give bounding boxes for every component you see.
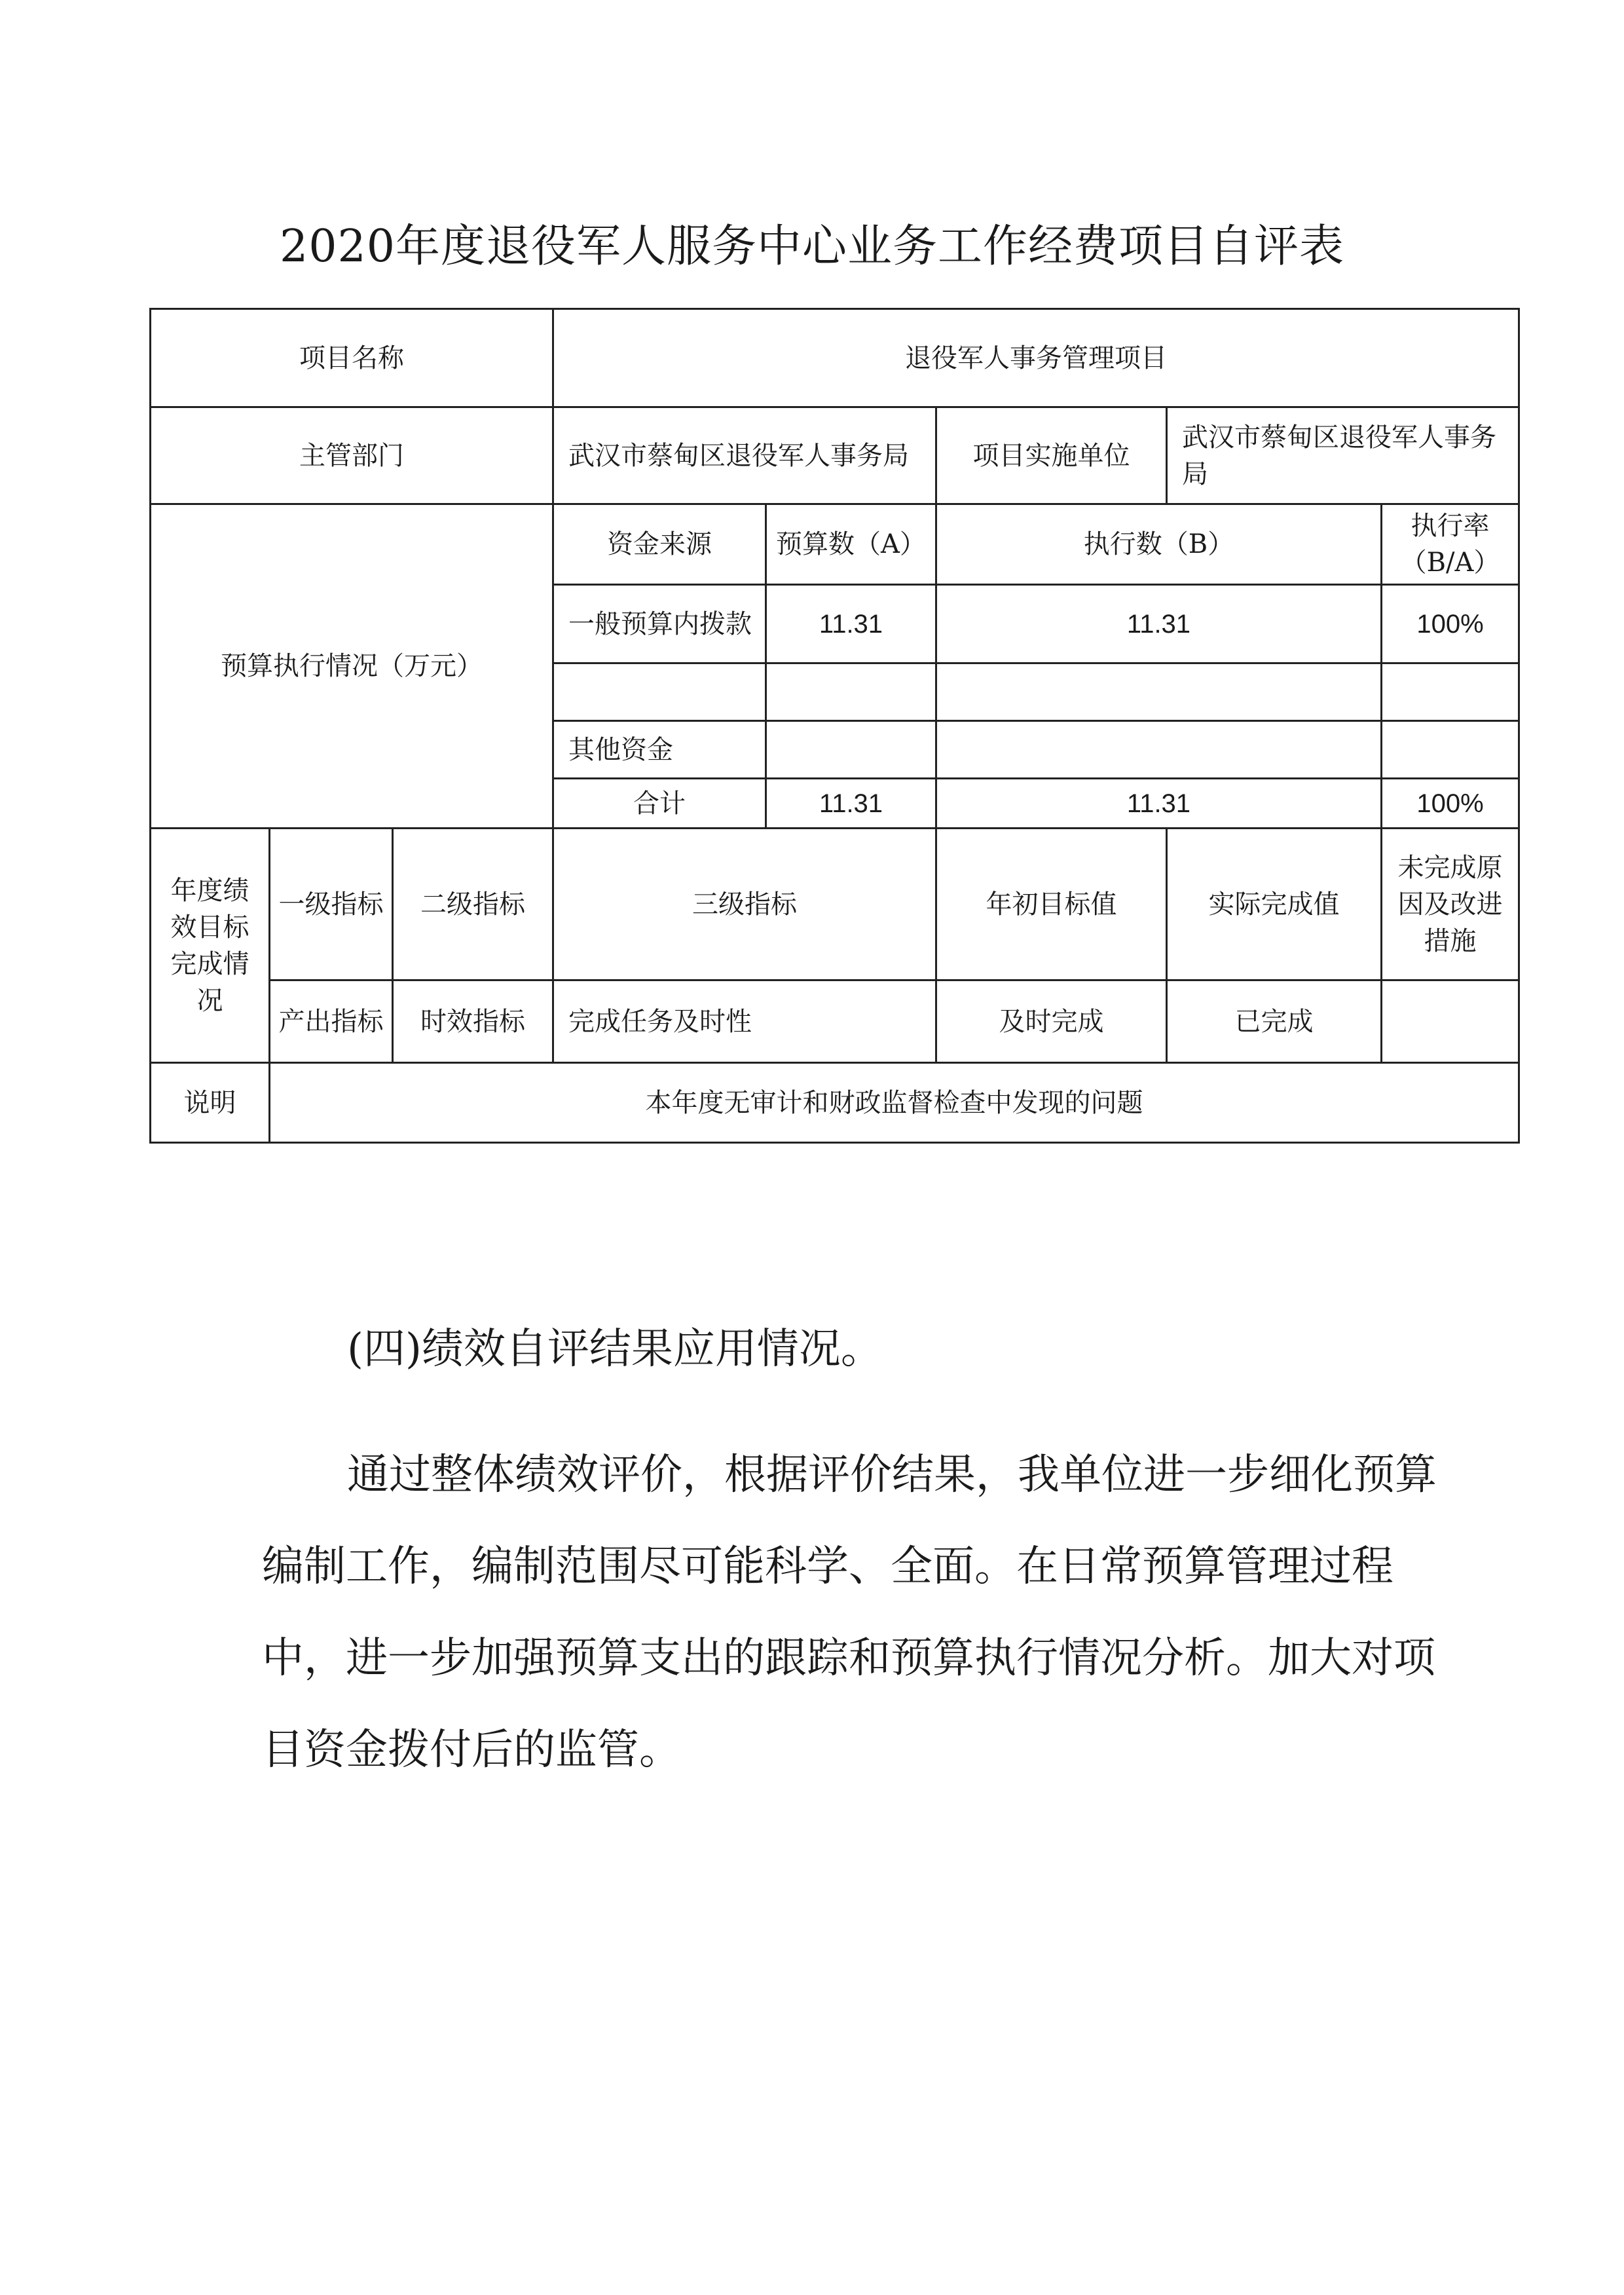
- budget-total-executed: 11.31: [936, 779, 1382, 829]
- budget-row-rate: [1382, 721, 1519, 779]
- performance-header-row: [151, 829, 1519, 980]
- budget-row-rate: [1382, 663, 1519, 721]
- department-value: 武汉市蔡甸区退役军人事务局: [553, 407, 936, 504]
- self-evaluation-table: [149, 308, 1520, 1144]
- reason-value: [1382, 980, 1519, 1063]
- level1-indicator-header: 一级指标: [270, 829, 393, 980]
- budget-row-executed: [936, 721, 1382, 779]
- body-paragraph: 通过整体绩效评价，根据评价结果，我单位进一步细化预算编制工作，编制范围尽可能科学、全面。在日常预算管理过程中，进一步加强预算支出的跟踪和预算执行情况分析。加大对项目资金拨付后的监管。: [262, 1451, 1437, 1774]
- level2-indicator: 时效指标: [393, 980, 553, 1063]
- level2-indicator-header: 二级指标: [393, 829, 553, 980]
- level1-indicator: 产出指标: [270, 980, 393, 1063]
- budget-execution-label: 预算执行情况（万元）: [151, 504, 553, 829]
- reason-header: 未完成原因及改进措施: [1382, 829, 1519, 980]
- budget-row-source: 其他资金: [553, 721, 766, 779]
- budget-total-rate: 100%: [1382, 779, 1519, 829]
- budget-row-budget: [766, 663, 936, 721]
- budget-row-source: [553, 663, 766, 721]
- target-value-header: 年初目标值: [936, 829, 1167, 980]
- page-title: 2020年度退役军人服务中心业务工作经费项目自评表: [279, 221, 1345, 272]
- note-label: 说明: [151, 1063, 270, 1143]
- budget-row-budget: 11.31: [766, 585, 936, 663]
- budget-row-budget: [766, 721, 936, 779]
- budget-row-rate: 100%: [1382, 585, 1519, 663]
- funding-source-header: 资金来源: [553, 504, 766, 585]
- project-name-value: 退役军人事务管理项目: [553, 309, 1519, 407]
- actual-value-header: 实际完成值: [1167, 829, 1382, 980]
- department-row: [151, 407, 1519, 504]
- budget-total-label: 合计: [553, 779, 766, 829]
- budget-row-source: 一般预算内拨款: [553, 585, 766, 663]
- note-row: [151, 1063, 1519, 1143]
- project-name-label: 项目名称: [151, 309, 553, 407]
- project-name-row: [151, 309, 1519, 407]
- budget-amount-header: 预算数（A）: [766, 504, 936, 585]
- executed-amount-header: 执行数（B）: [936, 504, 1382, 585]
- budget-row-executed: 11.31: [936, 585, 1382, 663]
- budget-header-row: [151, 504, 1519, 585]
- performance-label: 年度绩效目标完成情况: [151, 829, 270, 1063]
- note-value: 本年度无审计和财政监督检查中发现的问题: [270, 1063, 1519, 1143]
- implementing-unit-value: 武汉市蔡甸区退役军人事务局: [1167, 407, 1519, 504]
- level3-indicator-header: 三级指标: [553, 829, 936, 980]
- department-label: 主管部门: [151, 407, 553, 504]
- level3-indicator: 完成任务及时性: [553, 980, 936, 1063]
- budget-row-executed: [936, 663, 1382, 721]
- actual-value: 已完成: [1167, 980, 1382, 1063]
- execution-rate-header: 执行率（B/A）: [1382, 504, 1519, 585]
- budget-total-budget: 11.31: [766, 779, 936, 829]
- section-heading: (四)绩效自评结果应用情况。: [347, 1325, 883, 1373]
- target-value: 及时完成: [936, 980, 1167, 1063]
- implementing-unit-label: 项目实施单位: [936, 407, 1167, 504]
- performance-row: [151, 980, 1519, 1063]
